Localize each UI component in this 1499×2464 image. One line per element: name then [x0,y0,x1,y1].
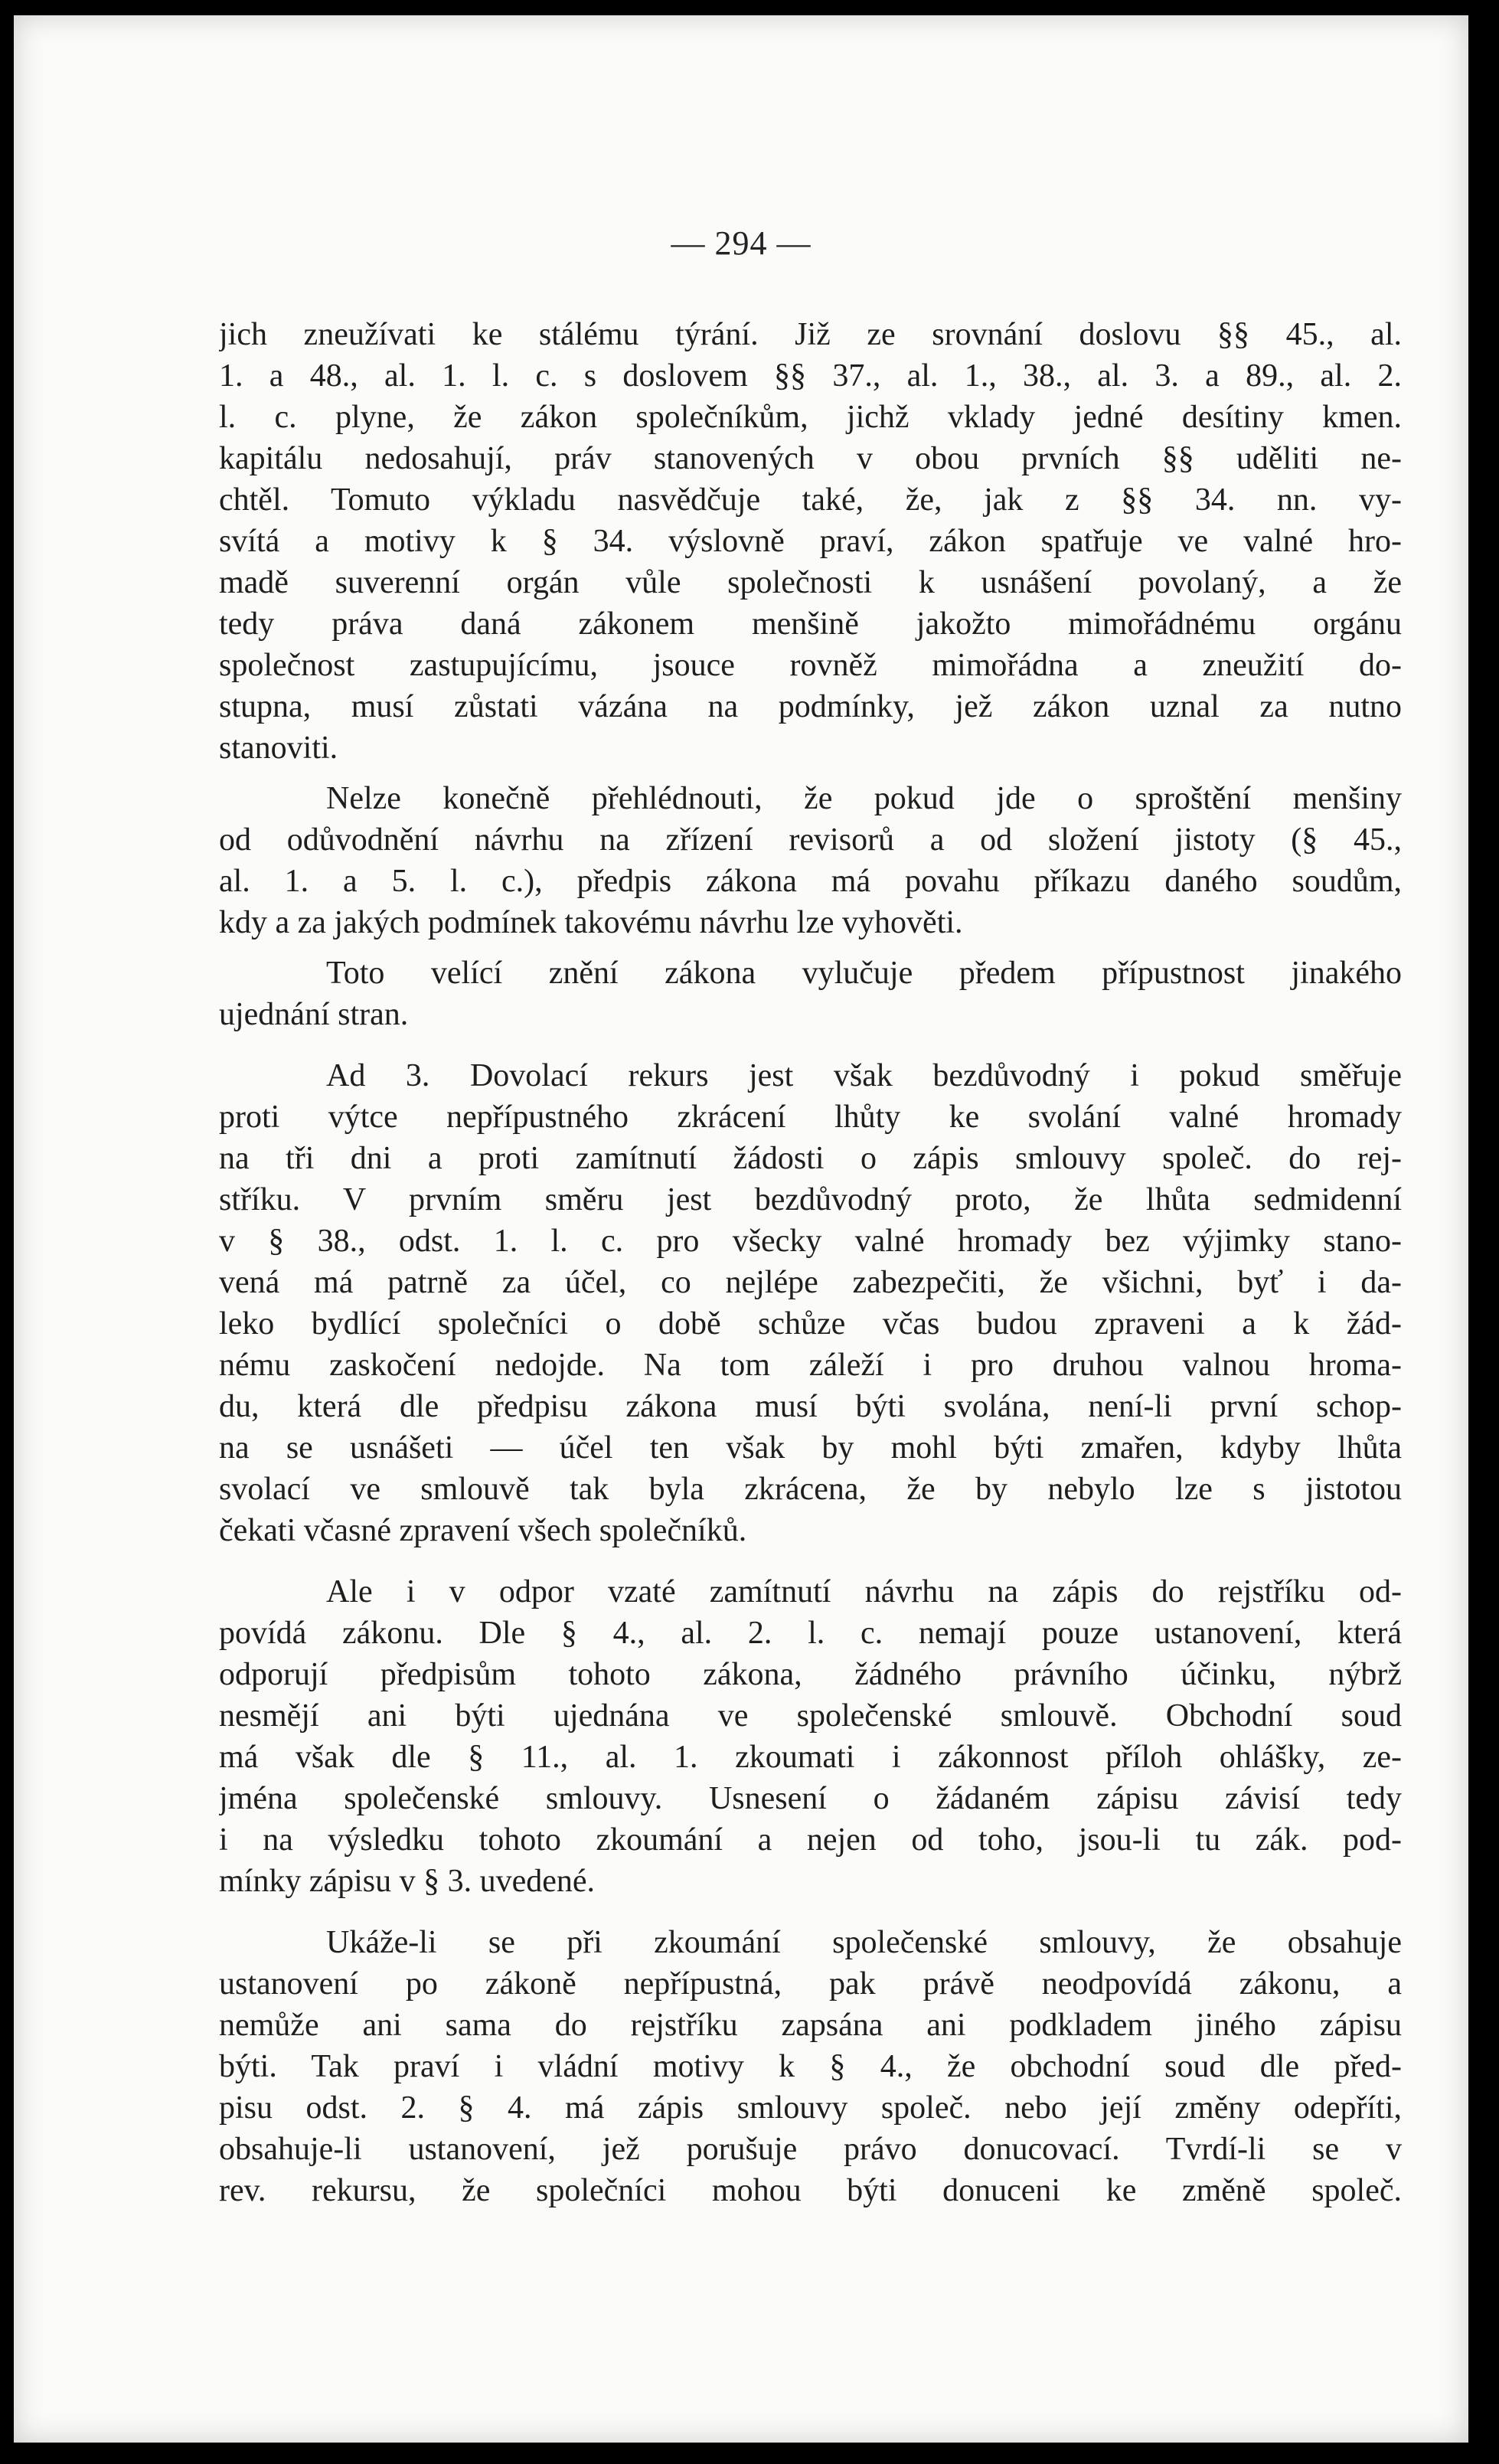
text-line: na tři dni a proti zamítnutí žádosti o zápis smlouvy společ. do rej- [219,1141,1402,1176]
text-line: býti. Tak praví i vládní motivy k § 4., že obchodní soud dle před- [219,2049,1402,2084]
text-line: nemůže ani sama do rejstříku zapsána ani podkladem jiného zápisu [219,2008,1402,2043]
paragraph [219,953,1402,1035]
paragraph [219,314,1402,769]
text-line: pisu odst. 2. § 4. má zápis smlouvy společ. nebo její změny odepříti, [219,2090,1402,2126]
document-page [14,15,1468,2443]
text-line: tedy práva daná zákonem menšině jakožto mimořádnému orgánu [219,606,1402,642]
text-line: obsahuje-li ustanovení, jež porušuje právo donucovací. Tvrdí-li se v [219,2132,1402,2167]
text-line: Toto velící znění zákona vylučuje předem přípustnost jinakého [326,956,1402,991]
paragraph [219,1055,1402,1551]
text-line: čekati včasné zpravení všech společníků. [219,1513,747,1548]
paragraph [219,778,1402,943]
text-line: Ale i v odpor vzaté zamítnutí návrhu na zápis do rejstříku od- [326,1574,1402,1609]
text-line: stříku. V prvním směru jest bezdůvodný proto, že lhůta sedmidenní [219,1182,1402,1217]
text-line: jich zneužívati ke stálému týrání. Již ze srovnání doslovu §§ 45., al. [219,317,1402,352]
text-line: proti výtce nepřípustného zkrácení lhůty ke svolání valné hromady [219,1100,1402,1135]
text-line: Ukáže-li se při zkoumání společenské smlouvy, že obsahuje [326,1925,1402,1960]
body-text [219,314,1402,2211]
text-line: Ad 3. Dovolací rekurs jest však bezdůvodný i pokud směřuje [326,1058,1402,1093]
text-line: rev. rekursu, že společníci mohou býti donuceni ke změně společ. [219,2173,1402,2208]
text-line: l. c. plyne, že zákon společníkům, jichž vklady jedné desítiny kmen. [219,400,1402,435]
text-line: svolací ve smlouvě tak byla zkrácena, že by nebylo lze s jistotou [219,1472,1402,1507]
text-line: du, která dle předpisu zákona musí býti svolána, není-li první schop- [219,1389,1402,1424]
text-line: Nelze konečně přehlédnouti, že pokud jde o sproštění menšiny [326,781,1402,816]
text-line: odporují předpisům tohoto zákona, žádného právního účinku, nýbrž [219,1657,1402,1692]
text-line: chtěl. Tomuto výkladu nasvědčuje také, že, jak z §§ 34. nn. vy- [219,482,1402,518]
text-line: i na výsledku tohoto zkoumání a nejen od toho, jsou-li tu zák. pod- [219,1822,1402,1858]
text-line: ustanovení po zákoně nepřípustná, pak právě neodpovídá zákonu, a [219,1966,1402,2002]
text-line: vená má patrně za účel, co nejlépe zabezpečiti, že všichni, byť i da- [219,1265,1402,1300]
text-line: 1. a 48., al. 1. l. c. s doslovem §§ 37., al. 1., 38., al. 3. a 89., al. 2. [219,358,1402,394]
text-line: leko bydlící společníci o době schůze včas budou zpraveni a k žád- [219,1306,1402,1341]
text-line: kdy a za jakých podmínek takovému návrhu lze vyhověti. [219,905,963,940]
text-line: madě suverenní orgán vůle společnosti k usnášení povolaný, a že [219,565,1402,600]
text-line: ujednání stran. [219,997,409,1032]
text-line: na se usnášeti — účel ten však by mohl býti zmařen, kdyby lhůta [219,1430,1402,1466]
text-line: svítá a motivy k § 34. výslovně praví, zákon spatřuje ve valné hro- [219,524,1402,559]
text-line: al. 1. a 5. l. c.), předpis zákona má povahu příkazu daného soudům, [219,864,1402,899]
text-line: povídá zákonu. Dle § 4., al. 2. l. c. nemají pouze ustanovení, která [219,1616,1402,1651]
text-line: má však dle § 11., al. 1. zkoumati i zákonnost příloh ohlášky, ze- [219,1740,1402,1775]
text-line: nému zaskočení nedojde. Na tom záleží i pro druhou valnou hroma- [219,1348,1402,1383]
paragraph [219,1571,1402,1902]
text-line: stanoviti. [219,730,338,766]
text-line: nesmějí ani býti ujednána ve společenské smlouvě. Obchodní soud [219,1698,1402,1734]
paragraph [219,1922,1402,2211]
page-number: — 294 — [671,224,812,262]
text-line: v § 38., odst. 1. l. c. pro všecky valné hromady bez výjimky stano- [219,1224,1402,1259]
text-line: kapitálu nedosahují, práv stanovených v obou prvních §§ uděliti ne- [219,441,1402,476]
text-line: mínky zápisu v § 3. uvedené. [219,1864,596,1899]
text-line: jména společenské smlouvy. Usnesení o žádaném zápisu závisí tedy [219,1781,1402,1816]
text-line: od odůvodnění návrhu na zřízení revisorů a od složení jistoty (§ 45., [219,822,1402,858]
text-line: stupna, musí zůstati vázána na podmínky, jež zákon uznal za nutno [219,689,1402,724]
text-line: společnost zastupujícímu, jsouce rovněž mimořádna a zneužití do- [219,648,1402,683]
